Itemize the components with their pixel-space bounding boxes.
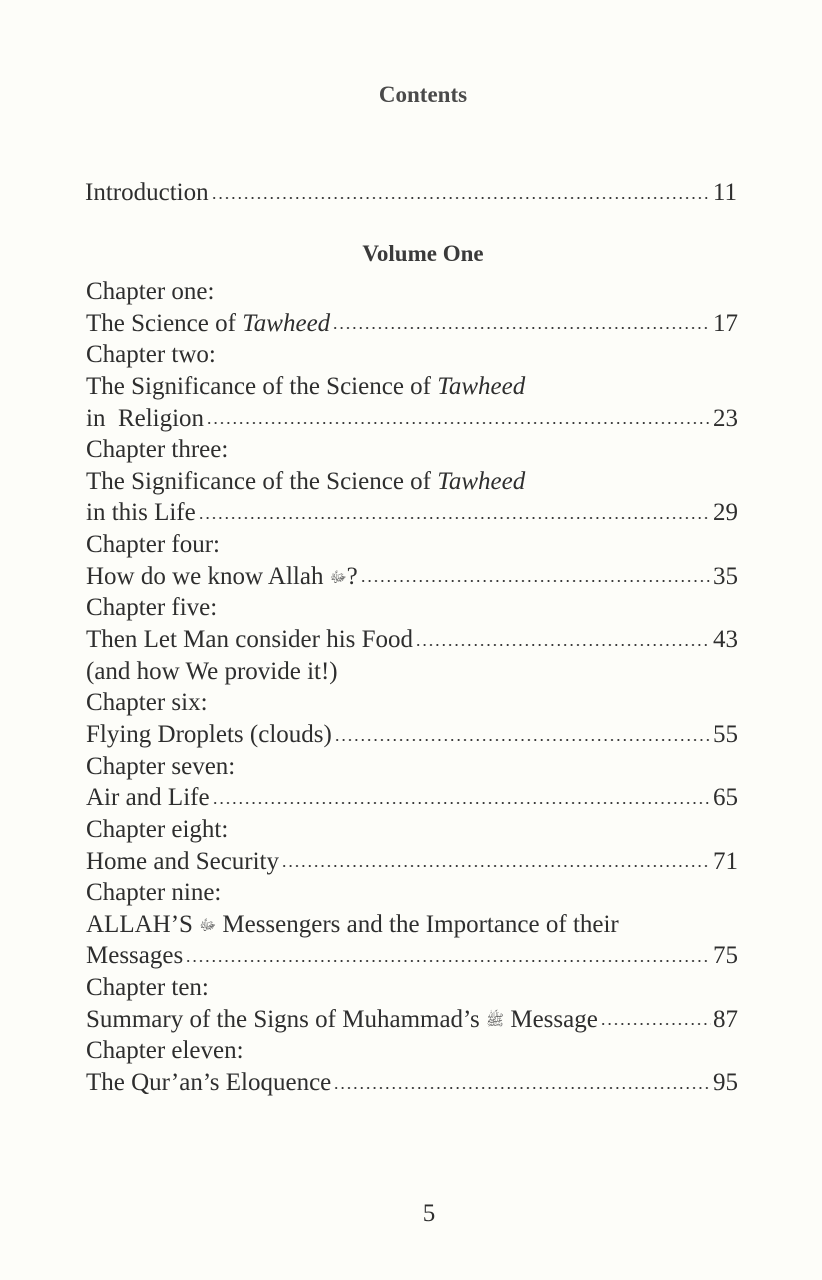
dot-leader: [185, 959, 711, 963]
entry-title-line: [86, 909, 738, 941]
chapter-heading: Chapter eleven:: [86, 1037, 244, 1065]
entry-page: 65: [713, 784, 738, 812]
toc-entry: [86, 1004, 738, 1036]
toc-entry: [86, 846, 738, 878]
toc-entry: [86, 719, 738, 751]
dot-leader: [360, 579, 711, 583]
entry-subtitle: (and how We provide it!): [86, 657, 338, 685]
chapter-heading: Chapter one:: [86, 278, 215, 305]
entry-page: 11: [712, 179, 737, 206]
volume-heading: Volume One: [362, 241, 484, 266]
page-number: 5: [422, 1200, 436, 1227]
chapter-heading: Chapter ten:: [86, 974, 209, 1002]
toc-entry: [86, 1067, 738, 1099]
dot-leader: [600, 1022, 711, 1026]
chapter-heading: Chapter three:: [86, 436, 229, 464]
chapter-heading: Chapter four:: [86, 531, 220, 559]
honorific-icon: ﷺ: [485, 1012, 505, 1029]
entry-title: [86, 561, 358, 595]
entry-title: [86, 1004, 598, 1038]
title-text: The Significance of the Science of: [86, 372, 438, 400]
entry-page: 75: [713, 942, 738, 970]
entry-page: 17: [713, 309, 738, 337]
entry-title: Home and Security: [86, 847, 280, 875]
title-italic: Tawheed: [242, 309, 331, 337]
title-text: ALLAH’S: [86, 910, 200, 938]
entry-title: Then Let Man consider his Food: [86, 626, 414, 654]
page-title: Contents: [378, 82, 468, 107]
entry-title-line: [86, 466, 738, 498]
title-text: Messengers and the Importance of their: [216, 910, 619, 938]
entry-title: in this Life: [86, 499, 196, 527]
title-italic: Tawheed: [437, 467, 526, 495]
dot-leader: [198, 516, 711, 520]
entry-page: 87: [713, 1005, 738, 1033]
title-text: ?: [346, 562, 358, 590]
entry-page: 35: [713, 562, 738, 590]
dot-leader: [206, 421, 711, 425]
toc-entry: [86, 561, 738, 593]
entry-page: 95: [713, 1069, 738, 1097]
title-text: Message: [504, 1005, 598, 1033]
chapter-heading: Chapter two:: [86, 341, 216, 369]
chapter-heading: Chapter five:: [86, 594, 218, 622]
chapter-heading: Chapter eight:: [86, 815, 229, 843]
honorific-icon: ﷻ: [329, 569, 347, 586]
entry-page: 55: [713, 720, 738, 748]
dot-leader: [212, 801, 711, 805]
toc-entry-introduction: [85, 177, 737, 209]
honorific-icon: ﷻ: [199, 917, 217, 934]
entry-page: 29: [713, 499, 738, 527]
toc-entry: [86, 782, 738, 814]
entry-page: 23: [713, 404, 738, 432]
title-text: The Significance of the Science of: [86, 467, 438, 495]
entry-title: The Qur’an’s Eloquence: [86, 1069, 332, 1097]
chapter-heading: Chapter nine:: [86, 879, 222, 907]
dot-leader: [332, 326, 711, 330]
toc-list: [86, 276, 738, 1099]
toc-entry: [86, 308, 738, 340]
toc-entry: [86, 624, 738, 656]
toc-entry: [86, 940, 738, 972]
entry-page: 71: [713, 847, 738, 875]
entry-title-line: [86, 371, 738, 403]
title-italic: Tawheed: [437, 372, 526, 400]
toc-entry: [86, 403, 738, 435]
entry-title: Messages: [86, 942, 184, 970]
entry-title: in Religion: [86, 404, 205, 432]
entry-title: Introduction: [85, 179, 209, 206]
toc-entry: [86, 497, 738, 529]
title-text: Summary of the Signs of Muhammad’s: [86, 1005, 486, 1033]
entry-title: Air and Life: [86, 784, 210, 812]
dot-leader: [281, 864, 711, 868]
dot-leader: [211, 196, 711, 200]
title-text: How do we know Allah: [86, 562, 330, 590]
entry-page: 43: [713, 626, 738, 654]
chapter-heading: Chapter seven:: [86, 752, 236, 780]
title-text: The Science of: [86, 309, 243, 337]
dot-leader: [334, 738, 711, 742]
entry-title: Flying Droplets (clouds): [86, 720, 332, 748]
dot-leader: [333, 1086, 711, 1090]
chapter-heading: Chapter six:: [86, 689, 208, 717]
dot-leader: [415, 643, 711, 647]
entry-title: [86, 308, 330, 340]
